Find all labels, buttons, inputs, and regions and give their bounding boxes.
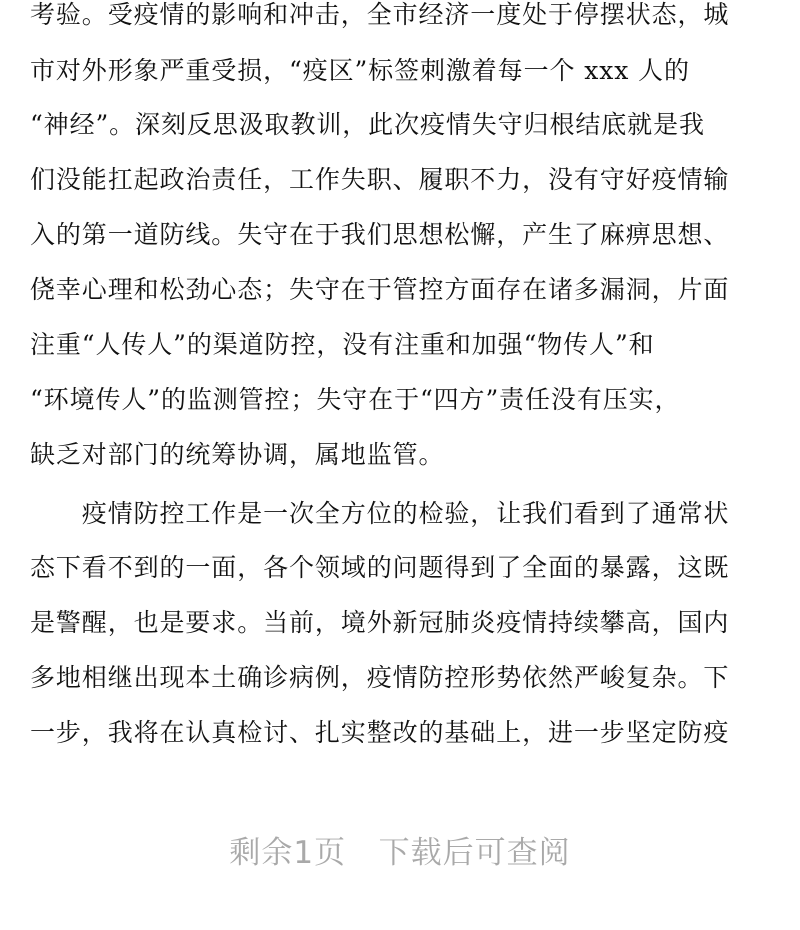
text-line: 市对外形象严重受损，“疫区”标签刺激着每一个 xxx 人的: [30, 56, 690, 85]
text-line: “神经”。深刻反思汲取教训，此次疫情失守归根结底就是我: [30, 110, 705, 139]
text-line: 一步，我将在认真检讨、扎实整改的基础上，进一步坚定防疫: [30, 718, 730, 747]
text-line: 侥幸心理和松劲心态；失守在于管控方面存在诸多漏洞，片面: [30, 275, 730, 304]
text-line: 入的第一道防线。失守在于我们思想松懈，产生了麻痹思想、: [30, 220, 730, 249]
text-line: 注重“人传人”的渠道防控，没有注重和加强“物传人”和: [30, 330, 655, 359]
text-line: 多地相继出现本土确诊病例，疫情防控形势依然严峻复杂。下: [30, 663, 730, 692]
text-line: 是警醒，也是要求。当前，境外新冠肺炎疫情持续攀高，国内: [30, 608, 730, 637]
paragraph-first-line: 疫情防控工作是一次全方位的检验，让我们看到了通常状: [30, 499, 730, 528]
text-line: 考验。受疫情的影响和冲击，全市经济一度处于停摆状态，城: [30, 0, 730, 29]
text-line: 态下看不到的一面，各个领域的问题得到了全面的暴露，这既: [30, 553, 730, 582]
text-line: 缺乏对部门的统筹协调，属地监管。: [30, 440, 445, 469]
text-line: “环境传人”的监测管控；失守在于“四方”责任没有压实，: [30, 385, 681, 414]
remaining-pages-download-link[interactable]: 剩余1页 下载后可查阅: [229, 835, 571, 871]
text-line: 们没能扛起政治责任，工作失职、履职不力，没有守好疫情输: [30, 165, 730, 194]
